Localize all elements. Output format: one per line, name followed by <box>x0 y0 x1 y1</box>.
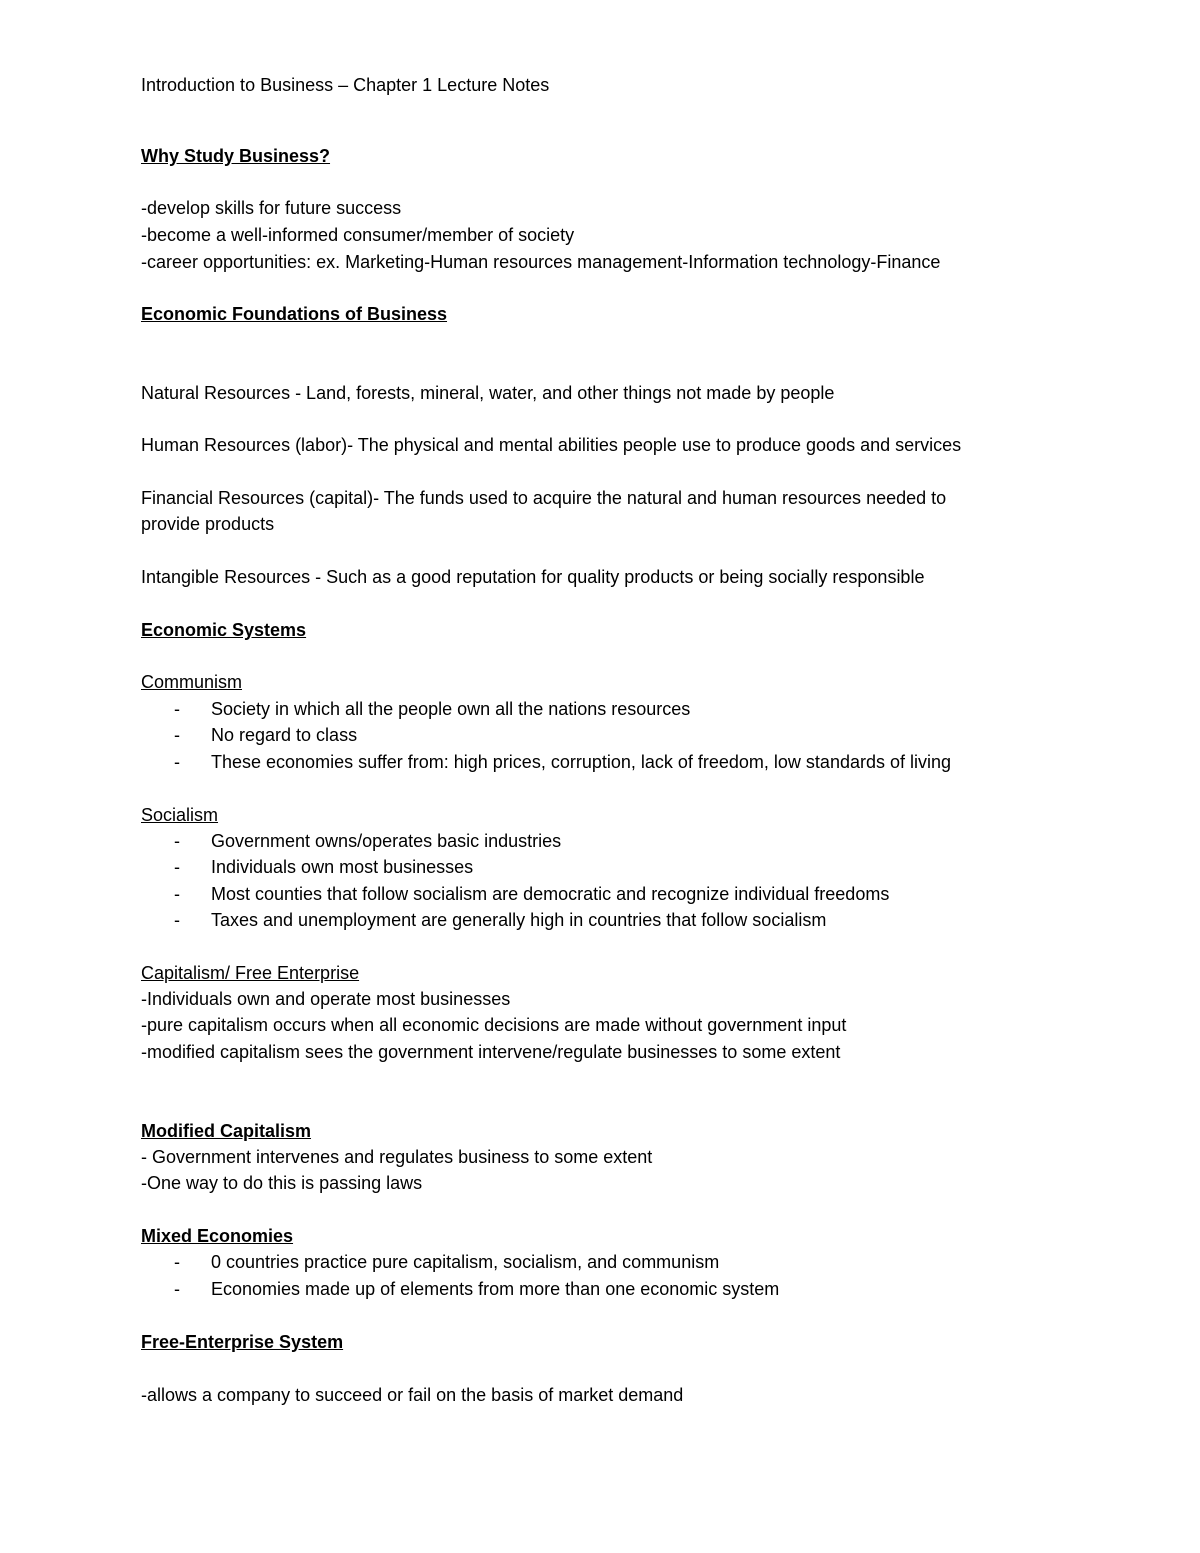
document-title: Introduction to Business – Chapter 1 Lecture Notes <box>141 75 550 95</box>
human-resources-line: Human Resources (labor)- The physical and mental abilities people use to produce goods and services <box>141 435 962 455</box>
mixed-bullet-1: 0 countries practice pure capitalism, socialism, and communism <box>211 1252 720 1272</box>
natural-resources-line: Natural Resources - Land, forests, mineral, water, and other things not made by people <box>141 383 835 403</box>
financial-resources-line-2: provide products <box>141 514 275 534</box>
bullet-dash: - <box>174 831 180 851</box>
why-line-1: -develop skills for future success <box>141 198 402 218</box>
subheading-communism: Communism <box>141 672 243 692</box>
modified-line-1: - Government intervenes and regulates business to some extent <box>141 1147 653 1167</box>
heading-economic-systems: Economic Systems <box>141 620 307 640</box>
heading-modified-capitalism: Modified Capitalism <box>141 1121 312 1141</box>
bullet-dash: - <box>174 699 180 719</box>
bullet-dash: - <box>174 857 180 877</box>
intangible-resources-line: Intangible Resources - Such as a good reputation for quality products or being socially responsible <box>141 567 925 587</box>
bullet-dash: - <box>174 1279 180 1299</box>
socialism-bullet-1: Government owns/operates basic industries <box>211 831 562 851</box>
bullet-dash: - <box>174 1252 180 1272</box>
subheading-capitalism: Capitalism/ Free Enterprise <box>141 963 360 983</box>
heading-free-enterprise-system: Free-Enterprise System <box>141 1332 344 1352</box>
financial-resources-line-1: Financial Resources (capital)- The funds used to acquire the natural and human resources needed to <box>141 488 947 508</box>
bullet-dash: - <box>174 752 180 772</box>
communism-bullet-3: These economies suffer from: high prices, corruption, lack of freedom, low standards of living <box>211 752 952 772</box>
socialism-bullet-3: Most counties that follow socialism are democratic and recognize individual freedoms <box>211 884 890 904</box>
bullet-dash: - <box>174 910 180 930</box>
heading-why-study-business: Why Study Business? <box>141 146 331 166</box>
capitalism-line-2: -pure capitalism occurs when all economic decisions are made without government input <box>141 1015 847 1035</box>
bullet-dash: - <box>174 725 180 745</box>
mixed-bullet-2: Economies made up of elements from more than one economic system <box>211 1279 780 1299</box>
why-line-2: -become a well-informed consumer/member of society <box>141 225 575 245</box>
communism-bullet-1: Society in which all the people own all the nations resources <box>211 699 691 719</box>
capitalism-line-1: -Individuals own and operate most businesses <box>141 989 511 1009</box>
subheading-socialism: Socialism <box>141 805 219 825</box>
socialism-bullet-4: Taxes and unemployment are generally high in countries that follow socialism <box>211 910 827 930</box>
socialism-bullet-2: Individuals own most businesses <box>211 857 474 877</box>
capitalism-line-3: -modified capitalism sees the government intervene/regulate businesses to some extent <box>141 1042 841 1062</box>
communism-bullet-2: No regard to class <box>211 725 358 745</box>
modified-line-2: -One way to do this is passing laws <box>141 1173 423 1193</box>
bullet-dash: - <box>174 884 180 904</box>
free-enterprise-line: -allows a company to succeed or fail on the basis of market demand <box>141 1385 684 1405</box>
heading-economic-foundations: Economic Foundations of Business <box>141 304 448 324</box>
heading-mixed-economies: Mixed Economies <box>141 1226 294 1246</box>
why-line-3: -career opportunities: ex. Marketing-Human resources management-Information technology-Finance <box>141 252 941 272</box>
